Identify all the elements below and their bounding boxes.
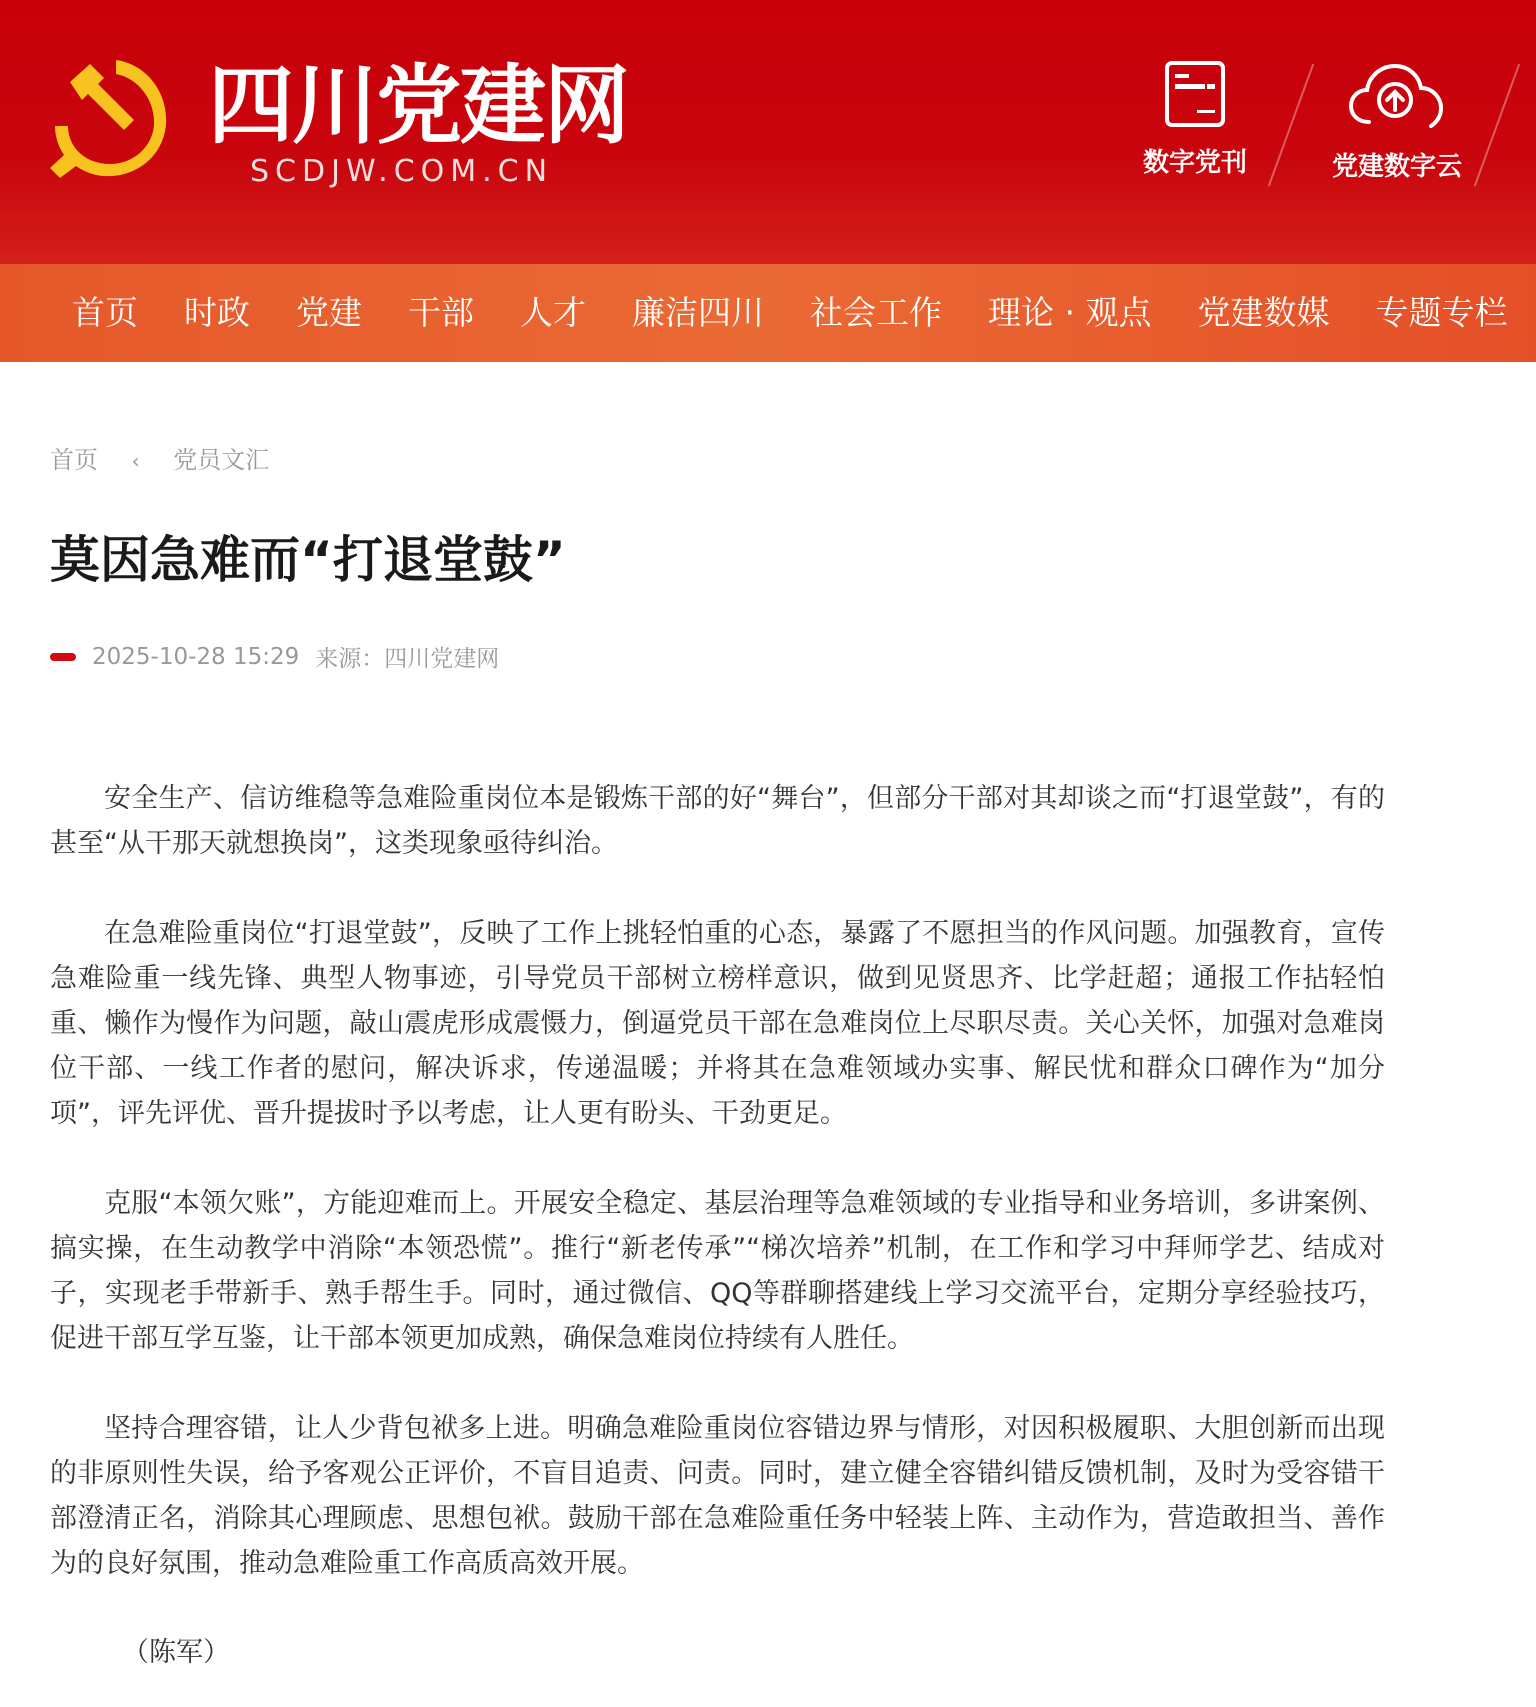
nav-item-talent[interactable]: 人才 — [520, 293, 586, 332]
article-body — [50, 776, 1385, 1631]
nav-item-social-work[interactable]: 社会工作 — [810, 293, 942, 332]
nav-item-politics[interactable]: 时政 — [184, 293, 250, 332]
article-date: 2025-10-28 15:29 — [92, 643, 300, 670]
nav-item-home[interactable]: 首页 — [72, 293, 138, 332]
header-divider — [1268, 64, 1314, 187]
breadcrumb-separator: ‹ — [131, 449, 140, 473]
digital-cloud-label: 党建数字云 — [1331, 152, 1462, 182]
breadcrumb — [50, 440, 269, 475]
digital-magazine-button[interactable] — [1130, 60, 1260, 179]
nav-item-digital-media[interactable]: 党建数媒 — [1197, 293, 1330, 332]
article-paragraph: 安全生产、信访维稳等急难险重岗位本是锻炼干部的好“舞台”，但部分干部对其却谈之而“打退堂鼓”，有的甚至“从干那天就想换岗”，这类现象亟待纠治。 — [50, 783, 1385, 859]
breadcrumb-section[interactable]: 党员文汇 — [173, 446, 270, 474]
site-header — [0, 0, 1536, 264]
nav-item-theory[interactable]: 理论 · 观点 — [988, 293, 1152, 332]
nav-item-cadres[interactable]: 干部 — [408, 293, 474, 332]
main-nav — [0, 264, 1536, 362]
meta-accent-bar — [50, 653, 76, 661]
site-domain: SCDJW.COM.CN — [250, 154, 554, 189]
nav-item-party-building[interactable]: 党建 — [296, 293, 362, 332]
article-paragraph: 坚持合理容错，让人少背包袱多上进。明确急难险重岗位容错边界与情形，对因积极履职、大胆创新而出现的非原则性失误，给予客观公正评价，不盲目追责、问责。同时，建立健全容错纠错反馈机制，及时为受容错干部澄清正名，消除其心理顾虑、思想包袱。鼓励干部在急难险重任务中轻装上阵、主动作为，营造敢担当、善作为的良好氛围，推动急难险重工作高质高效开展。 — [50, 1413, 1385, 1579]
breadcrumb-home[interactable]: 首页 — [50, 446, 98, 474]
digital-magazine-label: 数字党刊 — [1142, 148, 1247, 178]
site-title[interactable]: 四川党建网 — [208, 56, 628, 156]
magazine-icon — [1163, 60, 1227, 128]
article-meta — [50, 640, 499, 673]
article-title: 莫因急难而“打退堂鼓” — [50, 531, 566, 589]
header-divider — [1474, 64, 1520, 187]
cloud-upload-icon — [1347, 60, 1447, 132]
nav-item-special-topics[interactable]: 专题专栏 — [1375, 293, 1508, 332]
party-emblem-logo[interactable] — [46, 52, 176, 182]
nav-item-clean-sichuan[interactable]: 廉洁四川 — [632, 293, 764, 332]
article-paragraph: 克服“本领欠账”，方能迎难而上。开展安全稳定、基层治理等急难领域的专业指导和业务培训，多讲案例、搞实操，在生动教学中消除“本领恐慌”。推行“新老传承”“梯次培养”机制，在工作和学习中拜师学艺、结成对子，实现老手带新手、熟手帮生手。同时，通过微信、QQ等群聊搭建线上学习交流平台，定期分享经验技巧，促进干部互学互鉴，让干部本领更加成熟，确保急难岗位持续有人胜任。 — [50, 1188, 1385, 1354]
article-source: 来源：四川党建网 — [315, 646, 500, 672]
article-paragraph: 在急难险重岗位“打退堂鼓”，反映了工作上挑轻怕重的心态，暴露了不愿担当的作风问题。加强教育，宣传急难险重一线先锋、典型人物事迹，引导党员干部树立榜样意识，做到见贤思齐、比学赶超；通报工作拈轻怕重、懒作为慢作为问题，敲山震虎形成震慑力，倒逼党员干部在急难岗位上尽职尽责。关心关怀，加强对急难岗位干部、一线工作者的慰问，解决诉求，传递温暖；并将其在急难领域办实事、解民忧和群众口碑作为“加分项”，评先评优、晋升提拔时予以考虑，让人更有盼头、干劲更足。 — [50, 918, 1385, 1129]
digital-cloud-button[interactable] — [1322, 60, 1472, 183]
article-author: （陈军） — [122, 1637, 230, 1668]
